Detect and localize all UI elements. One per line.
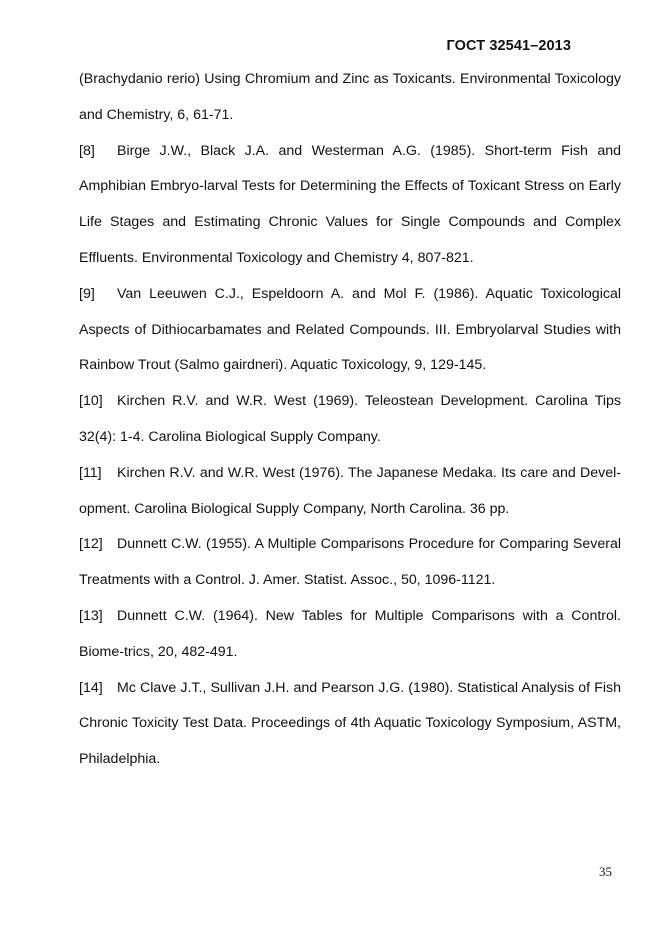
reference-number: [11]	[79, 464, 102, 481]
reference-number: [14]	[79, 679, 103, 696]
reference-number: [9]	[79, 285, 95, 302]
reference-list	[79, 62, 621, 778]
reference-text: Dunnett C.W. (1955). A Multiple Comparisons Procedure for Comparing Several Treatments with a Control. J. Amer. Statist. Assoc., 50, 1096-1121.	[79, 536, 621, 589]
reference-number: [10]	[79, 393, 103, 410]
reference-number: [13]	[79, 607, 103, 624]
document-code: ГОСТ 32541–2013	[446, 38, 571, 54]
reference-text: Kirchen R.V. and W.R. West (1969). Teleostean Development. Carolina Tips 32(4): 1-4. Carolina Biological Supply Company.	[79, 393, 621, 445]
reference-number: [8]	[79, 142, 95, 159]
reference-text: Van Leeuwen C.J., Espeldoorn A. and Mol F. (1986). Aquatic Toxicological Aspects of Dithiocarbamates and Related Compounds. III. Embryolarval Studies with Rainbow Trout (Salmo gairdneri). Aquatic Toxicology, 9, 129-145.	[79, 285, 621, 374]
reference-item	[79, 384, 621, 456]
reference-continuation: (Brachydanio rerio) Using Chromium and Zinc as Toxicants. Environmental Toxicology and Chemistry, 6, 61-71.	[79, 71, 621, 123]
reference-text: Dunnett C.W. (1964). New Tables for Multiple Comparisons with a Control. Biome-trics, 20, 482-491.	[79, 607, 621, 660]
reference-text: Kirchen R.V. and W.R. West (1976). The Japanese Medaka. Its care and Devel-opment. Carolina Biological Supply Company, North Carolina. 36 pp.	[79, 464, 621, 517]
reference-item	[79, 456, 621, 528]
page-number: 35	[599, 864, 612, 879]
reference-item	[79, 277, 621, 384]
reference-text: Mc Clave J.T., Sullivan J.H. and Pearson J.G. (1980). Statistical Analysis of Fish Chronic Toxicity Test Data. Proceedings of 4th Aquatic Toxicology Symposium, ASTM, Philadelphia.	[79, 679, 621, 768]
reference-item	[79, 527, 621, 599]
reference-item	[79, 134, 621, 277]
reference-item	[79, 599, 621, 671]
reference-item	[79, 671, 621, 778]
reference-number: [12]	[79, 536, 103, 553]
reference-text: Birge J.W., Black J.A. and Westerman A.G. (1985). Short-term Fish and Amphibian Embryo-larval Tests for Determining the Effects of Toxicant Stress on Early Life Stages and Estimating Chronic Values for Single Compounds and Complex Effluents. Environmental Toxicology and Chemistry 4, 807-821.	[79, 142, 621, 266]
